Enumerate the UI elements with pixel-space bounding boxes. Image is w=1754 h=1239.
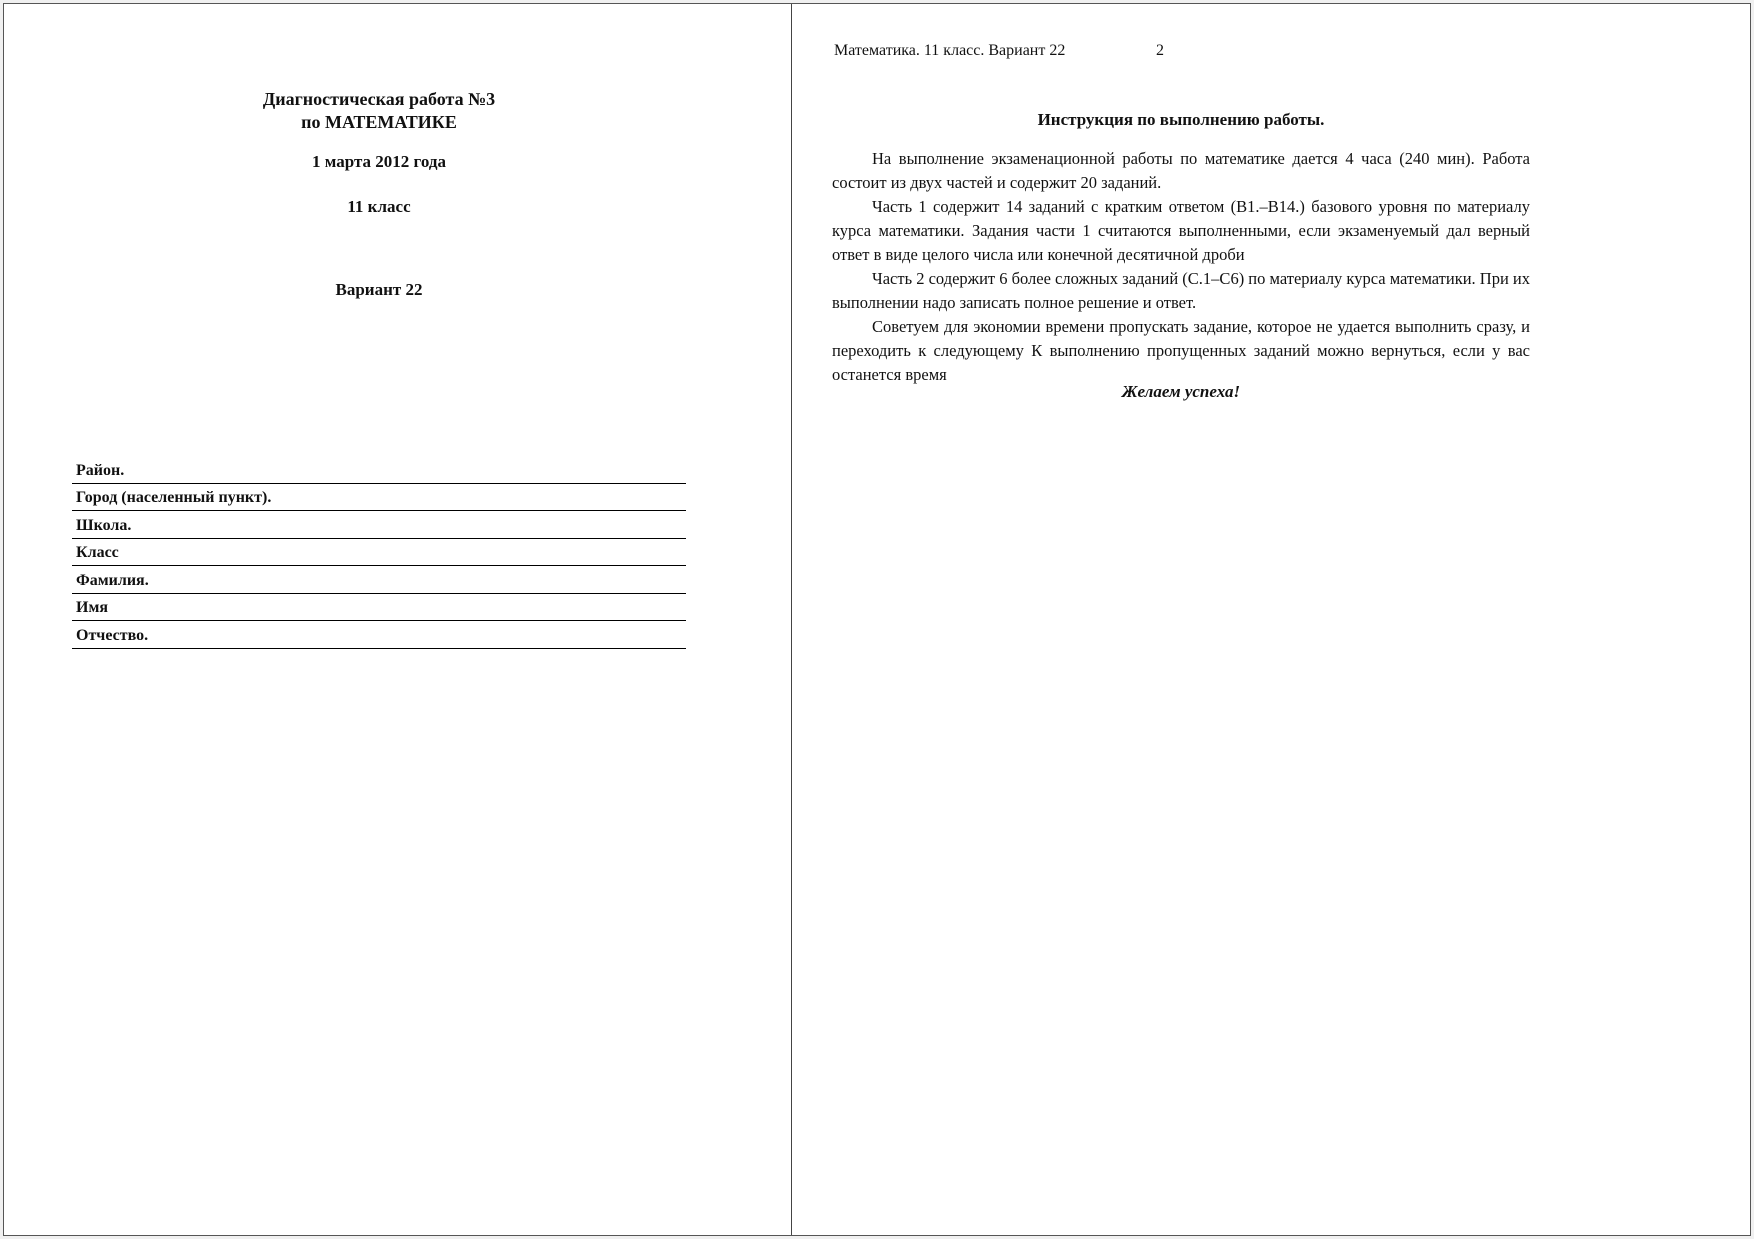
test-title-line1: Диагностическая работа №3 xyxy=(262,89,496,109)
field-row-district xyxy=(72,456,686,484)
instruction-paragraph: Часть 1 содержит 14 заданий с кратким ответом (В1.–В14.) базового уровня по материалу курса математики. Задания части 1 считаются выполненными, если экзаменуемый дал верный ответ в виде целого числа или конечной десятичной дроби xyxy=(832,197,1530,264)
field-row-school xyxy=(72,511,686,539)
field-label: Имя xyxy=(76,599,108,616)
success-wish: Желаем успеха! xyxy=(1121,382,1241,401)
header-title: Математика. 11 класс. Вариант 22 xyxy=(834,42,1066,59)
test-title xyxy=(4,88,754,134)
grade-label: 11 класс xyxy=(347,197,411,216)
field-row-city xyxy=(72,484,686,512)
instructions-heading: Инструкция по выполнению работы. xyxy=(1037,110,1325,129)
instruction-paragraph: На выполнение экзаменационной работы по математике дается 4 часа (240 мин). Работа состоит из двух частей и содержит 20 заданий. xyxy=(832,149,1530,192)
document-spread xyxy=(3,3,1751,1236)
field-row-surname xyxy=(72,566,686,594)
field-label: Район. xyxy=(76,461,125,479)
field-label: Отчество. xyxy=(76,626,149,644)
page-header xyxy=(834,42,1700,60)
field-row-class xyxy=(72,539,686,567)
field-row-patronymic xyxy=(72,621,686,649)
field-row-name xyxy=(72,594,686,622)
instruction-paragraph: Советуем для экономии времени пропускать задание, которое не удается выполнить сразу, и переходить к следующему К выполнению пропущенных заданий можно вернуться, если у вас останется время xyxy=(832,317,1530,384)
page-number: 2 xyxy=(1156,42,1164,59)
variant-label: Вариант 22 xyxy=(335,280,423,299)
instructions-body xyxy=(832,147,1530,387)
field-label: Город (населенный пункт). xyxy=(76,489,272,506)
field-label: Фамилия. xyxy=(76,571,149,589)
instructions-page xyxy=(792,4,1750,1235)
student-info-form xyxy=(72,456,686,649)
instruction-paragraph: Часть 2 содержит 6 более сложных заданий (С.1–С6) по материалу курса математики. При их выполнении надо записать полное решение и ответ. xyxy=(832,269,1531,312)
test-date: 1 марта 2012 года xyxy=(312,152,446,171)
field-label: Школа. xyxy=(76,516,132,534)
field-label: Класс xyxy=(76,544,119,561)
test-title-line2: по МАТЕМАТИКЕ xyxy=(301,112,457,132)
cover-page xyxy=(4,4,791,1235)
